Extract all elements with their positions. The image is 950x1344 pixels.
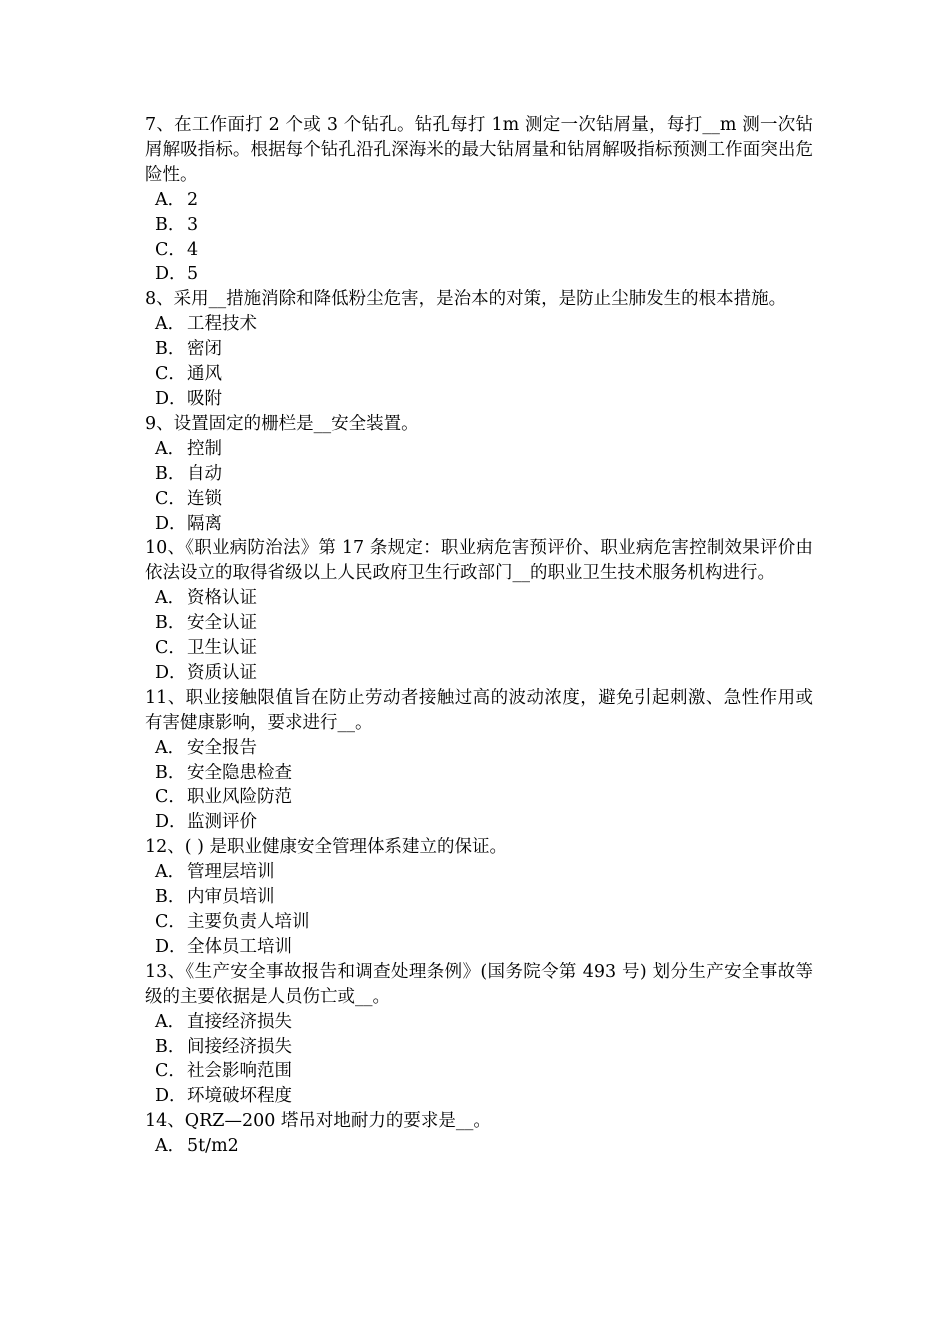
option-text: 5 (187, 264, 199, 285)
answer-option (145, 810, 813, 835)
option-text: 隔离 (187, 513, 222, 534)
answer-option (145, 512, 813, 537)
question-stem: 7、在工作面打 2 个或 3 个钻孔。钻孔每打 1m 测定一次钻屑量，每打__m 测一次钻屑解吸指标。根据每个钻孔沿孔深海米的最大钻屑量和钻屑解吸指标预测工作面突出危险性。 (145, 115, 813, 185)
option-letter: D． (155, 812, 187, 833)
option-text: 卫生认证 (187, 638, 257, 659)
answer-option (145, 188, 813, 213)
answer-option (145, 1035, 813, 1060)
option-letter: A． (155, 1011, 186, 1032)
option-text: 2 (187, 189, 199, 210)
answer-option (145, 362, 813, 387)
question-item (145, 960, 813, 1109)
option-list (145, 188, 813, 288)
option-letter: C． (155, 239, 186, 260)
option-list (145, 437, 813, 537)
option-text: 安全报告 (187, 737, 257, 758)
option-text: 管理层培训 (187, 862, 275, 883)
option-letter: A． (155, 438, 186, 459)
option-letter: A． (155, 189, 186, 210)
answer-option (145, 785, 813, 810)
option-letter: A． (155, 588, 186, 609)
answer-option (145, 312, 813, 337)
answer-option (145, 213, 813, 238)
answer-option (145, 611, 813, 636)
option-letter: A． (155, 1136, 186, 1157)
option-list (145, 586, 813, 686)
question-item (145, 1109, 813, 1159)
option-text: 安全认证 (187, 613, 257, 634)
option-letter: D． (155, 264, 187, 285)
question-stem: 10、《职业病防治法》第 17 条规定：职业病危害预评价、职业病危害控制效果评价由依法设立的取得省级以上人民政府卫生行政部门__的职业卫生技术服务机构进行。 (145, 538, 813, 584)
question-item (145, 113, 813, 287)
option-letter: C． (155, 638, 186, 659)
option-letter: D． (155, 1086, 187, 1107)
question-stem: 11、职业接触限值旨在防止劳动者接触过高的波动浓度，避免引起刺激、急性作用或有害健康影响，要求进行__。 (145, 687, 813, 733)
option-text: 直接经济损失 (187, 1011, 292, 1032)
option-text: 监测评价 (187, 812, 257, 833)
option-text: 全体员工培训 (187, 936, 292, 957)
option-letter: D． (155, 513, 187, 534)
answer-option (145, 487, 813, 512)
answer-option (145, 1010, 813, 1035)
option-text: 环境破坏程度 (187, 1086, 292, 1107)
option-letter: D． (155, 388, 187, 409)
option-letter: B． (155, 762, 186, 783)
option-list (145, 736, 813, 836)
option-text: 连锁 (187, 488, 222, 509)
answer-option (145, 262, 813, 287)
option-text: 资质认证 (187, 662, 257, 683)
answer-option (145, 586, 813, 611)
option-list (145, 1010, 813, 1110)
option-letter: C． (155, 912, 186, 932)
option-text: 3 (187, 214, 199, 235)
option-letter: C． (155, 787, 186, 808)
option-letter: C． (155, 488, 186, 509)
option-letter: B． (155, 887, 186, 908)
question-stem: 13、《生产安全事故报告和调查处理条例》(国务院令第 493 号) 划分生产安全事故等级的主要依据是人员伤亡或__。 (145, 961, 813, 1007)
option-text: 主要负责人培训 (187, 912, 310, 932)
question-item (145, 835, 813, 960)
answer-option (145, 636, 813, 661)
option-letter: B． (155, 339, 186, 360)
option-text: 5t/m2 (187, 1136, 239, 1157)
answer-option (145, 885, 813, 910)
question-stem: 12、( ) 是职业健康安全管理体系建立的保证。 (145, 837, 508, 858)
option-letter: B． (155, 1036, 186, 1057)
option-text: 密闭 (187, 339, 222, 360)
option-text: 资格认证 (187, 588, 257, 609)
option-letter: B． (155, 613, 186, 634)
option-letter: D． (155, 662, 187, 683)
question-stem: 14、QRZ—200 塔吊对地耐力的要求是__。 (145, 1111, 491, 1132)
question-item (145, 686, 813, 835)
option-letter: D． (155, 936, 187, 957)
option-list (145, 860, 813, 960)
answer-option (145, 337, 813, 362)
question-item (145, 287, 813, 412)
answer-option (145, 387, 813, 412)
option-letter: A． (155, 862, 186, 883)
option-text: 职业风险防范 (187, 787, 292, 808)
question-stem: 9、设置固定的栅栏是__安全装置。 (145, 413, 419, 434)
option-list (145, 312, 813, 412)
option-text: 4 (187, 239, 199, 260)
option-text: 工程技术 (187, 314, 257, 335)
option-list (145, 1134, 813, 1159)
answer-option (145, 860, 813, 885)
option-text: 安全隐患检查 (187, 762, 292, 783)
option-letter: A． (155, 737, 186, 758)
answer-option (145, 1134, 813, 1159)
option-text: 内审员培训 (187, 887, 275, 908)
answer-option (145, 462, 813, 487)
answer-option (145, 910, 813, 935)
question-list (145, 113, 813, 1159)
answer-option (145, 437, 813, 462)
option-text: 自动 (187, 463, 222, 484)
option-letter: A． (155, 314, 186, 335)
option-letter: B． (155, 214, 186, 235)
option-letter: B． (155, 463, 186, 484)
question-stem: 8、采用__措施消除和降低粉尘危害，是治本的对策，是防止尘肺发生的根本措施。 (145, 289, 787, 310)
option-text: 通风 (187, 364, 222, 385)
option-letter: C． (155, 364, 186, 385)
option-text: 控制 (187, 438, 222, 459)
answer-option (145, 736, 813, 761)
answer-option (145, 761, 813, 786)
option-text: 吸附 (187, 388, 222, 409)
option-text: 间接经济损失 (187, 1036, 292, 1057)
option-text: 社会影响范围 (187, 1061, 292, 1082)
answer-option (145, 1084, 813, 1109)
question-item (145, 536, 813, 685)
answer-option (145, 661, 813, 686)
answer-option (145, 1059, 813, 1084)
answer-option (145, 238, 813, 263)
answer-option (145, 935, 813, 960)
question-item (145, 412, 813, 537)
option-letter: C． (155, 1061, 186, 1082)
